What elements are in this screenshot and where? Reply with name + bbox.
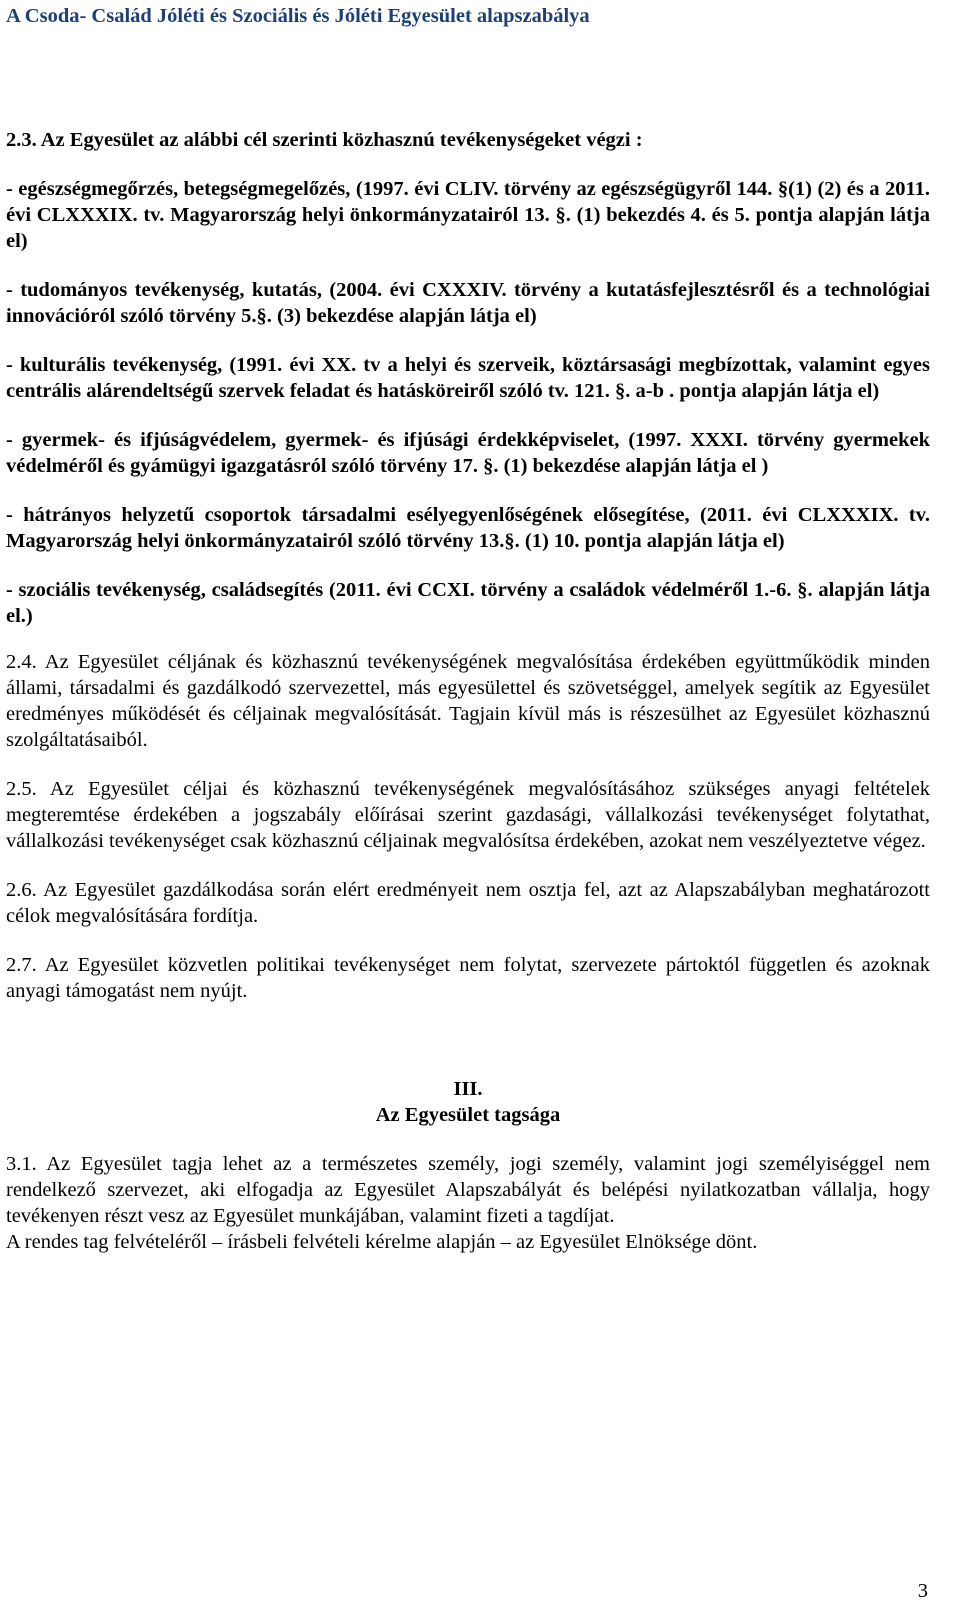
chapter-title: Az Egyesület tagsága xyxy=(375,1104,561,1126)
activity-item-equal-opportunity: - hátrányos helyzetű csoportok társadalmi esélyegyenlőségének elősegítése, (2011. évi CLXXXIX. tv. Magyarország helyi önkormányzatairól szóló törvény 13.§. (1) 10. pontja alapján látja el) xyxy=(6,504,930,552)
section-2-4-paragraph: 2.4. Az Egyesület céljának és közhasznú tevékenységének megvalósítása érdekében együttműködik minden állami, társadalmi és gazdálkodó szervezettel, más egyesülettel és szövetséggel, amelyek segítik az Egyesület eredményes működését és céljainak megvalósítását. Tagjain kívül más is részesülhet az Egyesület közhasznú szolgáltatásaiból. xyxy=(6,651,930,751)
chapter-number: III. xyxy=(453,1078,483,1100)
section-2-5-paragraph: 2.5. Az Egyesület céljai és közhasznú tevékenységének megvalósításához szükséges anyagi feltételek megteremtése érdekében a jogszabály előírásai szerint gazdasági, vállalkozási tevékenységet folytathat, vállalkozási tevékenységet csak közhasznú céljainak megvalósítsa érdekében, azokat nem veszélyeztetve végez. xyxy=(6,778,930,852)
activity-item-social-work: - szociális tevékenység, családsegítés (2011. évi CCXI. törvény a családok védelméről 1.-6. §. alapján látja el.) xyxy=(6,579,930,627)
activity-item-science: - tudományos tevékenység, kutatás, (2004. évi CXXXIV. törvény a kutatásfejlesztésről és a technológiai innovációról szóló törvény 5.§. (3) bekezdése alapján látja el) xyxy=(6,279,930,327)
activity-item-youth-protection: - gyermek- és ifjúságvédelem, gyermek- és ifjúsági érdekképviselet, (1997. XXXI. törvény gyermekek védelméről és gyámügyi igazgatásról szóló törvény 17. §. (1) bekezdése alapján látja el ) xyxy=(6,429,930,477)
activity-item-culture: - kulturális tevékenység, (1991. évi XX. tv a helyi és szerveik, köztársasági megbízottak, valamint egyes centrális alárendeltségű szervek feladat és hatásköreiről szóló tv. 121. §. a-b . pontja alapján látja el) xyxy=(6,354,930,402)
section-3-1-continuation: A rendes tag felvételéről – írásbeli felvételi kérelme alapján – az Egyesület Elnöksége dönt. xyxy=(6,1231,758,1253)
section-3-1-paragraph: 3.1. Az Egyesület tagja lehet az a természetes személy, jogi személy, valamint jogi személyiséggel nem rendelkező szervezet, aki elfogadja az Egyesület Alapszabályát és belépési nyilatkozatban vállalja, hogy tevékenyen részt vesz az Egyesület munkájában, valamint fizeti a tagdíjat. xyxy=(6,1153,930,1227)
document-header-title: A Csoda- Család Jóléti és Szociális és Jóléti Egyesület alapszabálya xyxy=(6,5,590,27)
section-2-3-heading: 2.3. Az Egyesület az alábbi cél szerinti közhasznú tevékenységeket végzi : xyxy=(6,129,643,151)
activity-item-health: - egészségmegőrzés, betegségmegelőzés, (1997. évi CLIV. törvény az egészségügyről 144. §(1) (2) és a 2011. évi CLXXXIX. tv. Magyarország helyi önkormányzatairól 13. §. (1) bekezdés 4. és 5. pontja alapján látja el) xyxy=(6,178,930,252)
page-number: 3 xyxy=(917,1580,928,1602)
section-2-6-paragraph: 2.6. Az Egyesület gazdálkodása során elért eredményeit nem osztja fel, azt az Alapszabályban meghatározott célok megvalósítására fordítja. xyxy=(6,879,930,927)
section-2-7-paragraph: 2.7. Az Egyesület közvetlen politikai tevékenységet nem folytat, szervezete pártoktól független és azoknak anyagi támogatást nem nyújt. xyxy=(6,954,930,1002)
document-body xyxy=(6,127,930,1255)
